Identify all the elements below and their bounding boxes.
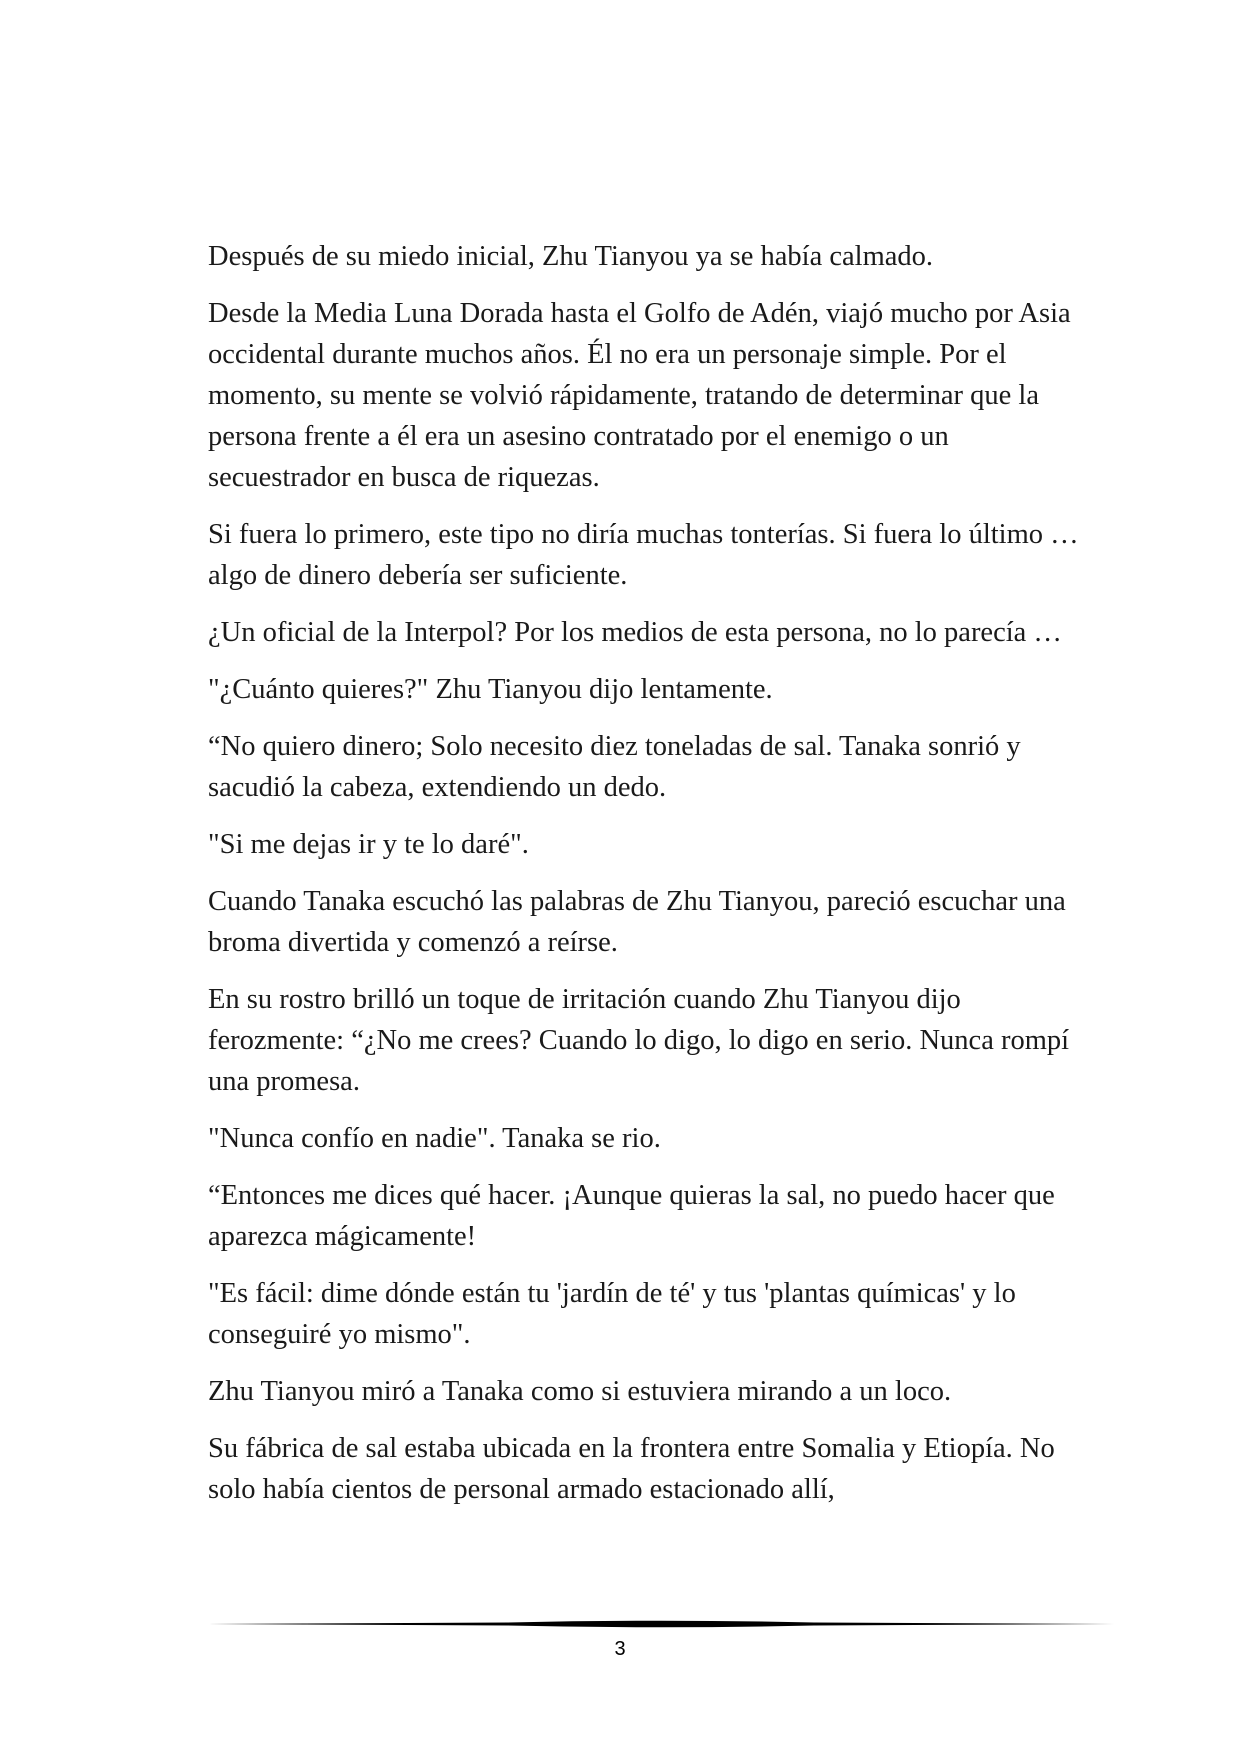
paragraph: Cuando Tanaka escuchó las palabras de Zhu Tianyou, pareció escuchar una broma divertida y comenzó a reírse. (208, 886, 1066, 958)
paragraph: ¿Un oficial de la Interpol? Por los medios de esta persona, no lo parecía … (208, 617, 1062, 648)
paragraph: "Es fácil: dime dónde están tu 'jardín de té' y tus 'plantas químicas' y lo conseguiré yo mismo". (208, 1278, 1016, 1350)
paragraph: Después de su miedo inicial, Zhu Tianyou ya se había calmado. (208, 241, 934, 272)
paragraph: "Nunca confío en nadie". Tanaka se rio. (208, 1123, 661, 1154)
paragraph: “Entonces me dices qué hacer. ¡Aunque quieras la sal, no puedo hacer que aparezca mágicamente! (208, 1180, 1055, 1252)
paragraph: Zhu Tianyou miró a Tanaka como si estuviera mirando a un loco. (208, 1376, 952, 1407)
footer-divider (208, 1618, 1114, 1630)
body-text (208, 236, 1080, 1526)
paragraph: "Si me dejas ir y te lo daré". (208, 829, 529, 860)
page-number: 3 (614, 1638, 626, 1660)
paragraph: Desde la Media Luna Dorada hasta el Golfo de Adén, viajó mucho por Asia occidental durante muchos años. Él no era un personaje simple. Por el momento, su mente se volvió rápidamente, tratando de determinar que la persona frente a él era un asesino contratado por el enemigo o un secuestrador en busca de riquezas. (208, 298, 1071, 493)
paragraph: “No quiero dinero; Solo necesito diez toneladas de sal. Tanaka sonrió y sacudió la cabeza, extendiendo un dedo. (208, 731, 1021, 803)
paragraph: Si fuera lo primero, este tipo no diría muchas tonterías. Si fuera lo último … algo de dinero debería ser suficiente. (208, 519, 1079, 591)
paragraph: En su rostro brilló un toque de irritación cuando Zhu Tianyou dijo ferozmente: “¿No me crees? Cuando lo digo, lo digo en serio. Nunca rompí una promesa. (208, 984, 1070, 1097)
paragraph: "¿Cuánto quieres?" Zhu Tianyou dijo lentamente. (208, 674, 773, 705)
paragraph: Su fábrica de sal estaba ubicada en la frontera entre Somalia y Etiopía. No solo había cientos de personal armado estacionado allí, (208, 1433, 1055, 1505)
